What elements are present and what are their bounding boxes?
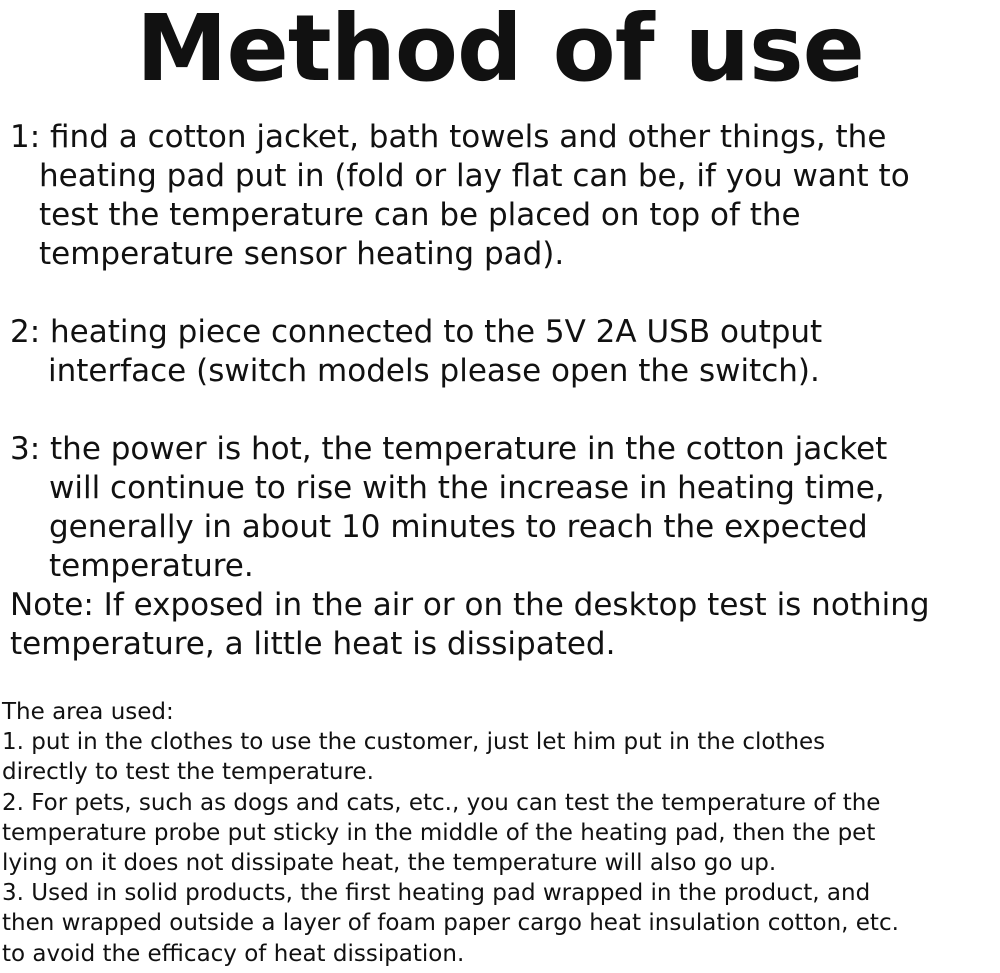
step-3-line: will continue to rise with the increase in heating time, — [49, 470, 885, 506]
step-2 — [10, 313, 822, 391]
area-used-section — [2, 697, 899, 969]
area-used-line: 2. For pets, such as dogs and cats, etc., you can test the temperature of the — [2, 789, 881, 816]
step-3-line: generally in about 10 minutes to reach the expected — [49, 509, 868, 545]
area-used-line: temperature probe put sticky in the middle of the heating pad, then the pet — [2, 819, 876, 846]
note — [10, 586, 930, 664]
area-used-line: 3. Used in solid products, the first heating pad wrapped in the product, and — [2, 880, 871, 907]
step-1-line: heating pad put in (fold or lay flat can be, if you want to — [39, 158, 910, 194]
step-1-line: test the temperature can be placed on top of the — [39, 197, 801, 233]
step-2-line: 2: heating piece connected to the 5V 2A USB output — [10, 314, 823, 350]
step-3-line: 3: the power is hot, the temperature in the cotton jacket — [10, 431, 888, 467]
note-line: Note: If exposed in the air or on the desktop test is nothing — [10, 587, 930, 623]
step-1-line: temperature sensor heating pad). — [39, 236, 565, 272]
note-line: temperature, a little heat is dissipated. — [10, 626, 616, 662]
area-used-line: then wrapped outside a layer of foam paper cargo heat insulation cotton, etc. — [2, 910, 899, 937]
area-used-line: directly to test the temperature. — [2, 759, 374, 786]
area-used-line: to avoid the efficacy of heat dissipation. — [2, 940, 465, 967]
area-used-line: 1. put in the clothes to use the customer, just let him put in the clothes — [2, 729, 826, 756]
step-3 — [10, 430, 887, 586]
step-1-line: 1: find a cotton jacket, bath towels and other things, the — [10, 119, 887, 155]
step-3-line: temperature. — [49, 548, 254, 584]
area-used-line: lying on it does not dissipate heat, the temperature will also go up. — [2, 850, 777, 877]
step-2-line: interface (switch models please open the switch). — [48, 353, 820, 389]
step-1 — [10, 118, 910, 274]
page-title: Method of use — [136, 0, 864, 102]
area-used-heading: The area used: — [2, 699, 174, 725]
